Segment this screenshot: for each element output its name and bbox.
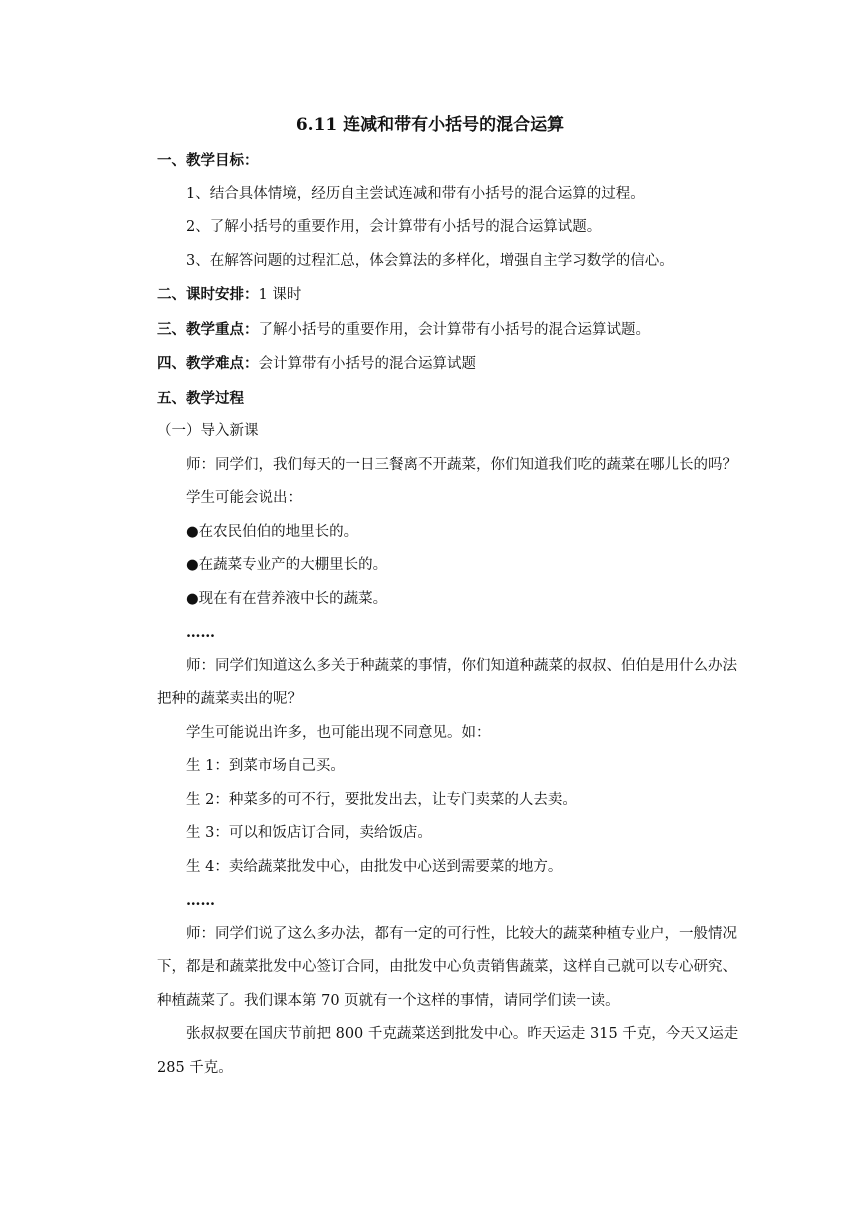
difficulty-line bbox=[157, 347, 737, 382]
section-heading: （一）导入新课 bbox=[157, 423, 259, 439]
student-answer: 生 1：到菜市场自己买。 bbox=[186, 758, 345, 774]
bullet-item: ●现在有在营养液中长的蔬菜。 bbox=[186, 590, 388, 607]
document-body bbox=[157, 144, 737, 1085]
student-answer: 生 2：种菜多的可不行，要批发出去，让专门卖菜的人去卖。 bbox=[186, 791, 577, 808]
objective-item: 1、结合具体情境，经历自主尝试连减和带有小括号的混合运算的过程。 bbox=[186, 185, 645, 202]
teacher-summary: 师：同学们说了这么多办法，都有一定的可行性，比较大的蔬菜种植专业户，一般情况 bbox=[186, 925, 737, 942]
schedule-line bbox=[157, 278, 737, 313]
key-points-label: 三、教学重点： bbox=[157, 320, 259, 338]
teacher-question: 师：同学们，我们每天的一日三餐离不开蔬菜，你们知道我们吃的蔬菜在哪儿长的吗？ bbox=[186, 456, 737, 473]
students-opinions: 学生可能说出许多，也可能出现不同意见。如： bbox=[186, 724, 491, 741]
word-problem: 张叔叔要在国庆节前把 800 千克蔬菜送到批发中心。昨天运走 315 千克，今天又运走 bbox=[186, 1026, 739, 1042]
ellipsis: …… bbox=[186, 624, 215, 641]
student-answer: 生 4：卖给蔬菜批发中心，由批发中心送到需要菜的地方。 bbox=[186, 858, 563, 875]
word-problem-cont: 285 千克。 bbox=[157, 1059, 233, 1076]
teacher-summary-cont: 下，都是和蔬菜批发中心签订合同，由批发中心负责销售蔬菜，这样自己就可以专心研究、 bbox=[157, 959, 737, 975]
students-may-say: 学生可能会说出： bbox=[186, 490, 302, 506]
objective-item: 2、了解小括号的重要作用，会计算带有小括号的混合运算试题。 bbox=[186, 219, 602, 235]
objective-item: 3、在解答问题的过程汇总，体会算法的多样化，增强自主学习数学的信心。 bbox=[186, 252, 674, 269]
teacher-question-2: 师：同学们知道这么多关于种蔬菜的事情，你们知道种蔬菜的叔叔、伯伯是用什么办法 bbox=[186, 657, 737, 674]
schedule-label: 二、课时安排： bbox=[157, 286, 259, 303]
ellipsis: …… bbox=[186, 892, 215, 909]
difficulty-value: 会计算带有小括号的混合运算试题 bbox=[258, 356, 476, 372]
student-answer: 生 3：可以和饭店订合同，卖给饭店。 bbox=[186, 825, 432, 841]
bullet-item: ●在农民伯伯的地里长的。 bbox=[186, 523, 359, 540]
objectives-heading: 一、教学目标： bbox=[157, 152, 259, 169]
schedule-value: 1 课时 bbox=[258, 287, 302, 303]
key-points-value: 了解小括号的重要作用，会计算带有小括号的混合运算试题。 bbox=[258, 321, 650, 338]
difficulty-label: 四、教学难点： bbox=[157, 355, 259, 372]
process-heading: 五、教学过程 bbox=[157, 389, 244, 407]
bullet-item: ●在蔬菜专业产的大棚里长的。 bbox=[186, 557, 388, 573]
key-points-line bbox=[157, 313, 737, 348]
teacher-summary-cont: 种植蔬菜了。我们课本第 70 页就有一个这样的事情，请同学们读一读。 bbox=[157, 992, 620, 1009]
teacher-question-2-cont: 把种的蔬菜卖出的呢？ bbox=[157, 691, 302, 707]
document-title: 6.11 连减和带有小括号的混合运算 bbox=[295, 115, 565, 135]
